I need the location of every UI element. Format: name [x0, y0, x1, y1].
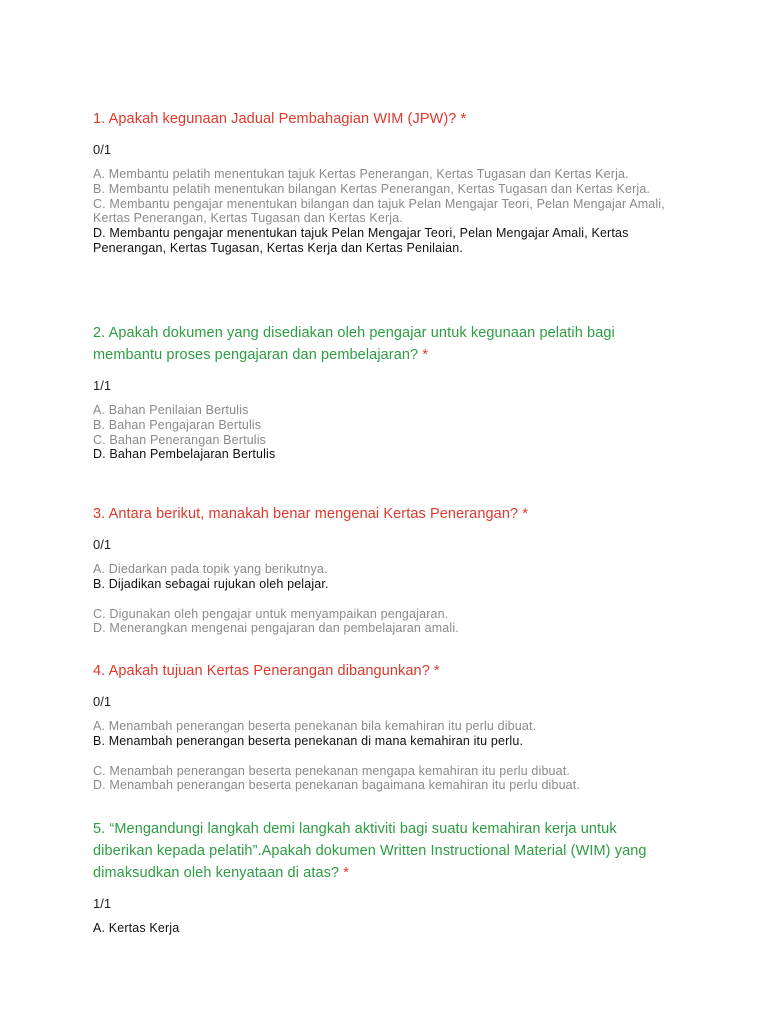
option-b: B. Dijadikan sebagai rujukan oleh pelajar.: [93, 576, 329, 591]
option-c: C. Bahan Penerangan Bertulis: [93, 432, 267, 447]
question-3-score: 0/1: [93, 537, 112, 552]
question-5: [93, 818, 673, 936]
question-1-score: 0/1: [93, 142, 112, 157]
question-4-score: 0/1: [93, 694, 112, 709]
option-d: D. Menambah penerangan beserta penekanan bagaimana kemahiran itu perlu dibuat.: [93, 778, 581, 793]
question-2-title: [93, 322, 673, 366]
option-a: A. Kertas Kerja: [93, 921, 180, 935]
option-b: B. Membantu pelatih menentukan bilangan Kertas Penerangan, Kertas Tugasan dan Kertas Kerja.: [93, 181, 651, 196]
required-marker: *: [343, 865, 350, 881]
option-a: A. Diedarkan pada topik yang berikutnya.: [93, 562, 328, 576]
question-title-text: 3. Antara berikut, manakah benar mengenai Kertas Penerangan?: [93, 506, 519, 522]
question-title-text: 4. Apakah tujuan Kertas Penerangan dibangunkan?: [93, 663, 430, 679]
required-marker: *: [460, 111, 467, 127]
question-1-title: [93, 108, 673, 130]
question-title-text: 2. Apakah dokumen yang disediakan oleh pengajar untuk kegunaan pelatih bagi membantu proses pengajaran dan pembelajaran?: [93, 325, 615, 363]
option-d: D. Bahan Pembelajaran Bertulis: [93, 447, 276, 462]
option-a: A. Menambah penerangan beserta penekanan bila kemahiran itu perlu dibuat.: [93, 719, 537, 733]
question-5-options: [93, 921, 673, 936]
question-1-options: [93, 167, 673, 256]
required-marker: *: [522, 506, 529, 522]
question-4-title: [93, 660, 673, 682]
question-title-text: 5. “Mengandungi langkah demi langkah aktiviti bagi suatu kemahiran kerja untuk diberikan kepada pelatih”.Apakah dokumen Written Instructional Material (WIM) yang dimaksudkan oleh kenyataan di atas?: [93, 821, 647, 881]
required-marker: *: [422, 347, 429, 363]
question-title-text: 1. Apakah kegunaan Jadual Pembahagian WIM (JPW)?: [93, 111, 457, 127]
question-4: [93, 660, 673, 793]
option-b: B. Bahan Pengajaran Bertulis: [93, 417, 262, 432]
question-2-options: [93, 403, 673, 462]
option-c: C. Digunakan oleh pengajar untuk menyampaikan pengajaran.: [93, 606, 449, 621]
option-a: A. Bahan Penilaian Bertulis: [93, 403, 249, 417]
question-1: [93, 108, 673, 256]
option-c: C. Membantu pengajar menentukan bilangan dan tajuk Pelan Mengajar Teori, Pelan Mengajar Amali, Kertas Penerangan, Kertas Tugasan dan Kertas Kerja.: [93, 196, 665, 226]
question-3: [93, 503, 673, 636]
option-b: B. Menambah penerangan beserta penekanan di mana kemahiran itu perlu.: [93, 733, 524, 748]
option-a: A. Membantu pelatih menentukan tajuk Kertas Penerangan, Kertas Tugasan dan Kertas Kerja.: [93, 167, 629, 181]
question-2: [93, 322, 673, 462]
question-4-options: [93, 719, 673, 793]
question-2-score: 1/1: [93, 378, 112, 393]
option-d: D. Menerangkan mengenai pengajaran dan pembelajaran amali.: [93, 621, 459, 636]
required-marker: *: [434, 663, 440, 679]
question-3-title: [93, 503, 673, 525]
option-d: D. Membantu pengajar menentukan tajuk Pelan Mengajar Teori, Pelan Mengajar Amali, Kertas Penerangan, Kertas Tugasan, Kertas Kerja dan Kertas Penilaian.: [93, 226, 629, 255]
question-5-score: 1/1: [93, 896, 112, 911]
question-3-options: [93, 562, 673, 636]
option-c: C. Menambah penerangan beserta penekanan mengapa kemahiran itu perlu dibuat.: [93, 763, 570, 778]
question-5-title: [93, 818, 673, 884]
